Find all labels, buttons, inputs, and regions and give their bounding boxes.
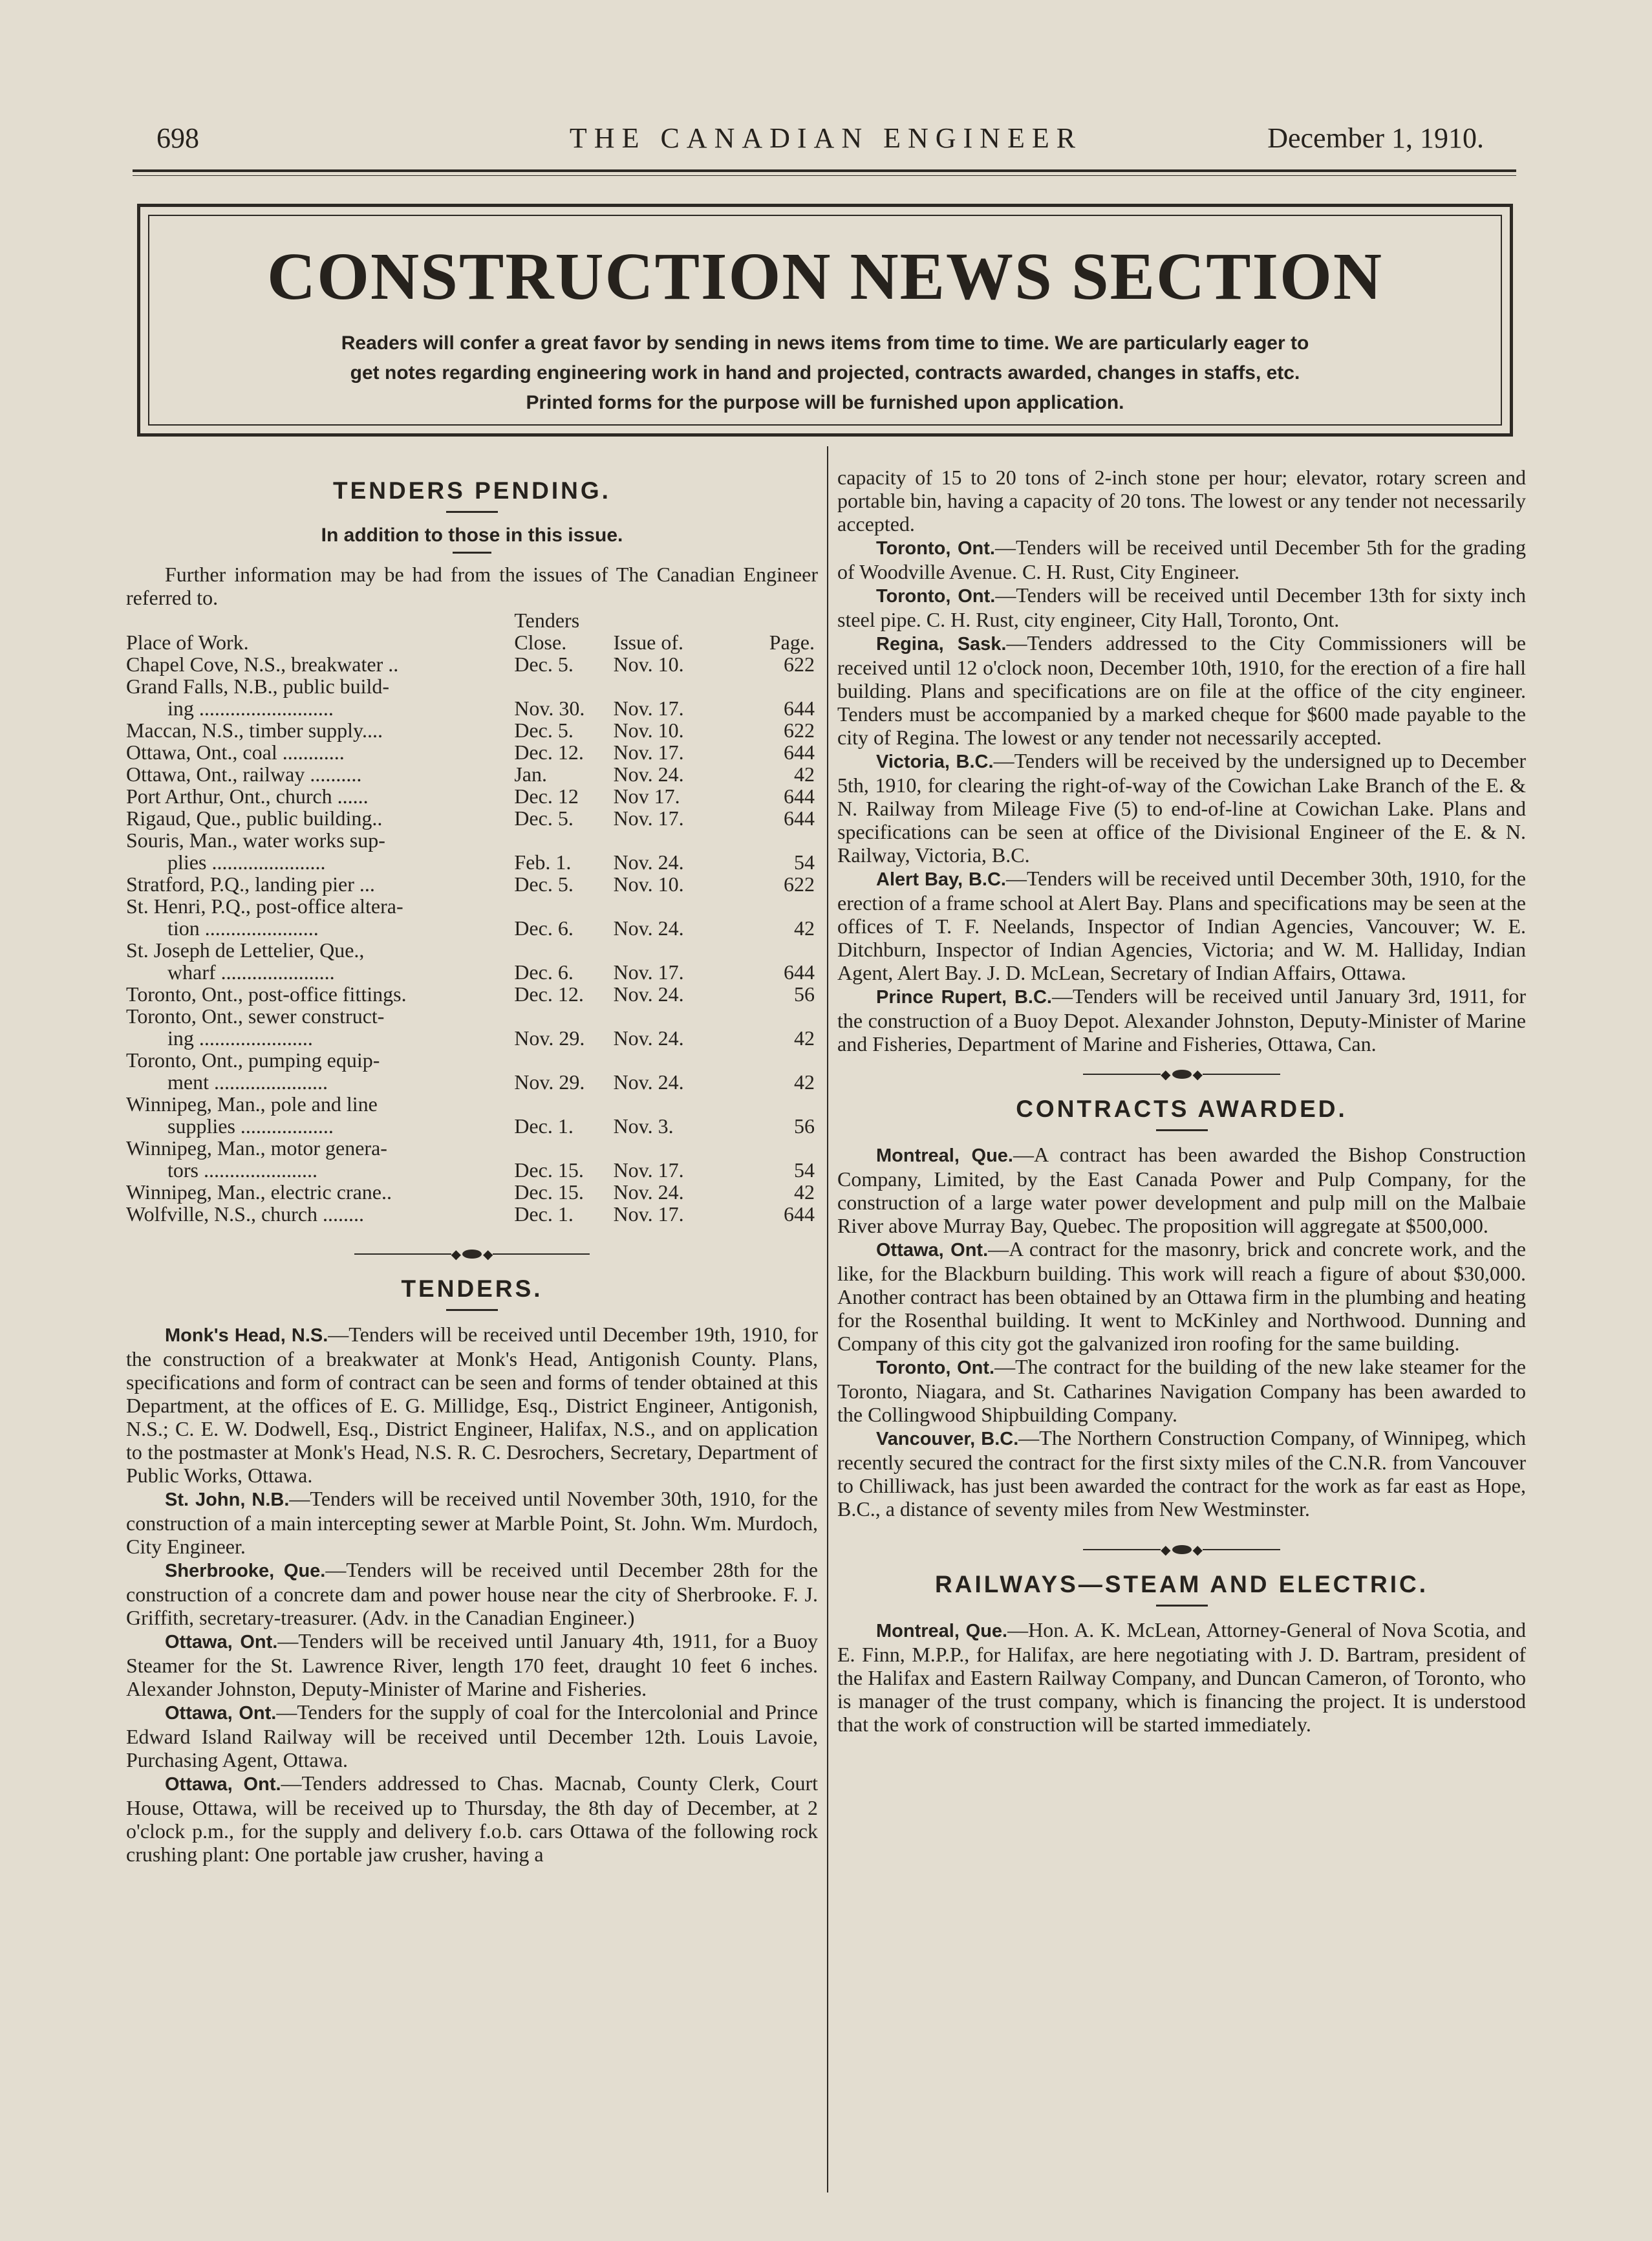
cell-page	[744, 829, 815, 851]
item-text: —Tenders will be received by the undersigned up to December 5th, 1910, for clearing the right-of-way of the Cowichan Lake Branch of the E. & N. Railway from Mileage Five (5) to end-of-line at Cowichan Lake. Plans and specifications can be seen at office of the Divisional Engineer of the E. & N. Railway, Victoria, B.C.	[837, 749, 1526, 867]
page-number: 698	[156, 122, 199, 154]
tenders-list	[126, 1323, 818, 1866]
news-item	[126, 1558, 818, 1629]
cell-page: 644	[784, 960, 815, 984]
cell-page: 644	[784, 807, 815, 830]
section-ornament: ◆ ◆	[837, 1537, 1526, 1559]
table-row	[126, 1027, 815, 1049]
cell-close: Dec. 15.	[514, 1158, 584, 1182]
item-text: —Tenders for the supply of coal for the Intercolonial and Prince Edward Island Railway will be received until December 12th. Louis Lavoie, Purchasing Agent, Ottawa.	[126, 1700, 819, 1771]
item-text: —Tenders will be received until December 19th, 1910, for the construction of a breakwater at Monk's Head, Antigonish County. Plans, specifications and form of contract can be seen and forms of tender obtained at this Department, at the offices of E. G. Millidge, Esq., District Engineer, Antigonish, N.S.; C. E. W. Dodwell, Esq., District Engineer, Halifax, N.S., and on application to the postmaster at Monk's Head, N.S. R. C. Desrochers, Secretary, Department of Public Works, Ottawa.	[126, 1323, 818, 1487]
news-item	[837, 984, 1526, 1056]
cell-close: Nov. 30.	[514, 697, 585, 720]
cell-close: Dec. 15.	[514, 1180, 584, 1204]
cell-place: Stratford, P.Q., landing pier ...	[126, 872, 375, 896]
news-item	[837, 867, 1526, 984]
cell-page: 42	[794, 1026, 815, 1050]
item-text: —Tenders will be received until January 3rd, 1911, for the construction of a Buoy Depot. Alexander Johnston, Deputy-Minister of Marine and Fisheries, Department of Marine and Fisheries, Ottawa, Can.	[837, 984, 1527, 1056]
cell-issue	[595, 1137, 745, 1159]
railways-heading-rule	[1156, 1605, 1208, 1607]
table-row	[126, 851, 815, 873]
cell-page: 54	[794, 1158, 815, 1182]
contracts-heading: CONTRACTS AWARDED.	[1016, 1096, 1347, 1122]
table-row	[126, 983, 815, 1005]
section-ornament: ◆ ◆	[837, 1062, 1526, 1084]
cell-page: 42	[794, 916, 815, 940]
tenders-pending-rows	[126, 653, 815, 1225]
cell-issue: Nov. 17.	[613, 1158, 684, 1182]
news-item	[126, 1629, 818, 1700]
cell-place: Winnipeg, Man., electric crane..	[126, 1180, 392, 1204]
tenders-heading-rule	[446, 1309, 498, 1311]
item-location: Toronto, Ont.	[876, 586, 996, 607]
news-item	[837, 1355, 1526, 1426]
cell-close: Nov. 29.	[514, 1070, 585, 1094]
cell-page: 644	[784, 785, 815, 808]
item-location: St. John, N.B.	[165, 1489, 290, 1510]
cell-issue: Nov. 3.	[613, 1114, 674, 1138]
cell-page: 622	[784, 719, 815, 742]
cell-page	[744, 1049, 815, 1071]
cell-place: Toronto, Ont., post-office fittings.	[126, 982, 407, 1006]
cell-close	[514, 1049, 595, 1071]
cell-issue	[595, 1049, 745, 1071]
table-row	[126, 719, 815, 741]
banner-line-1: Readers will confer a great favor by sending in news items from time to time. We are particularly eager to	[341, 332, 1309, 354]
cell-close: Dec. 6.	[514, 960, 574, 984]
cell-close: Dec. 5.	[514, 653, 574, 676]
cell-issue: Nov. 10.	[613, 719, 684, 742]
item-text: —Tenders will be received until December 28th for the construction of a concrete dam and power house near the city of Sherbrooke. F. J. Griffith, secretary-treasurer. (Adv. in the Canadian Engineer.)	[126, 1558, 818, 1629]
cell-close	[514, 829, 595, 851]
right-column	[837, 466, 1526, 1736]
news-item	[837, 1237, 1526, 1355]
item-text: —Tenders will be received until December 13th for sixty inch steel pipe. C. H. Rust, city engineer, City Hall, Toronto, Ont.	[837, 583, 1527, 631]
cell-close: Dec. 12.	[514, 982, 584, 1006]
cell-place: Port Arthur, Ont., church ......	[126, 785, 369, 808]
cell-page: 644	[784, 741, 815, 764]
cell-close: Feb. 1.	[514, 850, 572, 874]
cell-issue: Nov. 24.	[613, 982, 684, 1006]
col-header-page: Page.	[769, 631, 815, 654]
cell-place: wharf ......................	[167, 960, 335, 984]
table-row	[126, 961, 815, 983]
tenders-pending-table	[126, 609, 815, 1225]
cell-close	[514, 895, 595, 917]
table-row	[126, 917, 815, 939]
news-item	[837, 1143, 1526, 1237]
cell-close: Dec. 1.	[514, 1202, 574, 1226]
contracts-list	[837, 1143, 1526, 1521]
table-row	[126, 697, 815, 719]
table-row	[126, 1181, 815, 1203]
cell-place: plies ......................	[167, 850, 326, 874]
table-row	[126, 939, 815, 961]
item-text: —The Northern Construction Company, of Winnipeg, which recently secured the contract for the first sixty miles of the C.N.R. from Vancouver to Chilliwack, has just been awarded the contract for the work as far east as Hope, B.C., a distance of seventy miles from New Westminster.	[837, 1426, 1526, 1521]
table-row	[126, 653, 815, 675]
table-row	[126, 1137, 815, 1159]
cell-place: St. Joseph de Lettelier, Que.,	[126, 938, 365, 962]
cell-issue: Nov. 24.	[613, 916, 684, 940]
cell-place: tion ......................	[167, 916, 319, 940]
cell-close	[514, 939, 595, 961]
table-row	[126, 1203, 815, 1225]
cell-page: 622	[784, 653, 815, 676]
cell-close	[514, 1093, 595, 1115]
cell-close	[514, 1137, 595, 1159]
news-item	[126, 1323, 818, 1487]
item-location: Ottawa, Ont.	[876, 1240, 989, 1261]
cell-place: Souris, Man., water works sup-	[126, 828, 385, 852]
col-header-place: Place of Work.	[126, 631, 249, 654]
cell-place: St. Henri, P.Q., post-office altera-	[126, 894, 403, 918]
cell-issue	[595, 675, 745, 697]
tenders-pending-heading: TENDERS PENDING.	[333, 477, 611, 504]
col-header-tenders: Tenders	[514, 609, 580, 632]
item-text: —Tenders will be received until December 30th, 1910, for the erection of a frame school at Alert Bay. Plans and specifications may be seen at the offices of T. F. Neelands, Inspector of Indian Agencies, Vancouver; W. E. Ditchburn, Inspector of Indian Agencies, Victoria; and W. M. Halliday, Indian Agent, Alert Bay. J. D. McLean, Secretary of Indian Affairs, Ottawa.	[837, 867, 1527, 984]
item-text: —A contract has been awarded the Bishop Construction Company, Limited, by the East Canada Power and Pulp Company, for the construction of a large water power development and pulp mill on the Malbaie River above Murray Bay, Quebec. The proposition will aggregate at $500,000.	[837, 1143, 1526, 1237]
cell-issue: Nov. 10.	[613, 872, 684, 896]
cell-close	[514, 675, 595, 697]
table-row	[126, 1159, 815, 1181]
cell-page: 622	[784, 872, 815, 896]
table-row	[126, 763, 815, 785]
cell-issue	[595, 829, 745, 851]
cell-issue	[595, 1005, 745, 1027]
cell-issue: Nov. 24.	[613, 850, 684, 874]
news-item	[837, 536, 1526, 583]
cell-page	[744, 895, 815, 917]
cell-place: ment ......................	[167, 1070, 328, 1094]
cell-place: Wolfville, N.S., church ........	[126, 1202, 365, 1226]
item-location: Alert Bay, B.C.	[876, 869, 1006, 890]
cell-issue: Nov. 24.	[613, 1070, 684, 1094]
item-text: —Tenders addressed to the City Commissioners will be received until 12 o'clock noon, December 10th, 1910, for the erection of a fire hall building. Plans and specifications are on file at the office of the city engineer. Tenders must be accompanied by a marked cheque for $600 made payable to the city of Regina. The lowest or any tender not necessarily accepted.	[837, 631, 1526, 749]
news-item	[837, 1426, 1526, 1521]
cell-place: tors ......................	[167, 1158, 317, 1182]
table-row	[126, 785, 815, 807]
cell-place: ing ..........................	[167, 697, 334, 720]
cell-issue: Nov. 17.	[613, 807, 684, 830]
cell-place: Winnipeg, Man., pole and line	[126, 1092, 378, 1116]
item-location: Montreal, Que.	[876, 1621, 1008, 1641]
item-text: —A contract for the masonry, brick and concrete work, and the like, for the Blackburn building. This work will reach a figure of about $30,000. Another contract has been obtained by an Ottawa firm in the plumbing and heating for the Rosenthal building. It went to McKinley and Northwood. Dunning and Company of this city got the galvanized iron roofing for the same building.	[837, 1237, 1527, 1355]
item-location: Sherbrooke, Que.	[165, 1561, 326, 1581]
cell-issue: Nov. 17.	[613, 741, 684, 764]
journal-title: THE CANADIAN ENGINEER	[569, 122, 1083, 154]
cell-page	[744, 1093, 815, 1115]
cell-issue	[595, 939, 745, 961]
table-row	[126, 829, 815, 851]
news-item	[837, 631, 1526, 749]
issue-date: December 1, 1910.	[1267, 122, 1484, 154]
item-location: Toronto, Ont.	[876, 538, 995, 559]
item-text: —Tenders addressed to Chas. Macnab, County Clerk, Court House, Ottawa, will be received up to Thursday, the 8th day of December, at 2 o'clock p.m., for the supply and delivery f.o.b. cars Ottawa of the following rock crushing plant: One portable jaw crusher, having a	[126, 1771, 818, 1866]
table-row	[126, 1093, 815, 1115]
right-tenders-list	[837, 536, 1526, 1056]
tenders-pending-subheading: In addition to those in this issue.	[321, 525, 623, 546]
cell-place: Winnipeg, Man., motor genera-	[126, 1136, 387, 1160]
cell-place: Toronto, Ont., pumping equip-	[126, 1048, 380, 1072]
item-location: Monk's Head, N.S.	[165, 1325, 328, 1346]
table-row	[126, 873, 815, 895]
contracts-heading-rule	[1156, 1129, 1208, 1131]
banner-notice	[179, 329, 1471, 418]
news-item	[126, 1771, 818, 1866]
cell-page	[744, 1005, 815, 1027]
cell-page: 54	[794, 850, 815, 874]
cell-place: Toronto, Ont., sewer construct-	[126, 1004, 385, 1028]
banner-line-3: Printed forms for the purpose will be furnished upon application.	[526, 392, 1124, 413]
cell-issue: Nov. 17.	[613, 697, 684, 720]
item-text: —The contract for the building of the new lake steamer for the Toronto, Niagara, and St. Catharines Navigation Company has been awarded to the Collingwood Shipbuilding Company.	[837, 1355, 1527, 1426]
tenders-pending-intro: Further information may be had from the issues of The Canadian Engineer referred to.	[126, 563, 818, 609]
cell-page: 42	[794, 763, 815, 786]
column-divider	[827, 446, 828, 2192]
cell-issue: Nov. 24.	[613, 1180, 684, 1204]
tenders-heading: TENDERS.	[401, 1275, 543, 1302]
heading-rule	[446, 511, 498, 513]
cell-place: Maccan, N.S., timber supply....	[126, 719, 383, 742]
banner-line-2: get notes regarding engineering work in hand and projected, contracts awarded, changes in staffs, etc.	[350, 362, 1300, 384]
cell-issue: Nov. 24.	[613, 763, 684, 786]
cell-place: Ottawa, Ont., railway ..........	[126, 763, 362, 786]
item-text: —Tenders will be received until November 30th, 1910, for the construction of a main intercepting sewer at Marble Point, St. John. Wm. Murdoch, City Engineer.	[126, 1487, 819, 1558]
railways-list	[837, 1618, 1526, 1736]
cell-issue	[595, 895, 745, 917]
cell-place: Rigaud, Que., public building..	[126, 807, 383, 830]
cell-close: Dec. 5.	[514, 872, 574, 896]
cell-close	[514, 1005, 595, 1027]
header-rule	[133, 169, 1516, 176]
cell-page: 56	[794, 1114, 815, 1138]
item-location: Ottawa, Ont.	[165, 1632, 278, 1652]
cell-issue: Nov. 24.	[613, 1026, 684, 1050]
cell-close: Dec. 1.	[514, 1114, 574, 1138]
cell-issue: Nov 17.	[613, 785, 680, 808]
cell-page: 56	[794, 982, 815, 1006]
item-location: Prince Rupert, B.C.	[876, 987, 1052, 1008]
cell-place: supplies ..................	[167, 1114, 334, 1138]
running-header	[129, 122, 1523, 160]
item-location: Victoria, B.C.	[876, 752, 994, 772]
item-location: Montreal, Que.	[876, 1145, 1013, 1166]
cell-issue	[595, 1093, 745, 1115]
item-location: Ottawa, Ont.	[165, 1774, 281, 1795]
table-row	[126, 1071, 815, 1093]
news-item	[126, 1700, 818, 1771]
cell-close: Dec. 5.	[514, 807, 574, 830]
cell-close: Dec. 5.	[514, 719, 574, 742]
cell-place: Grand Falls, N.B., public build-	[126, 675, 390, 698]
news-item	[837, 583, 1526, 631]
news-item	[837, 749, 1526, 867]
cell-page	[744, 675, 815, 697]
item-location: Ottawa, Ont.	[165, 1703, 277, 1724]
cell-page: 644	[784, 697, 815, 720]
cell-close: Dec. 12.	[514, 741, 584, 764]
table-row	[126, 1005, 815, 1027]
cell-page: 644	[784, 1202, 815, 1226]
news-item	[126, 1487, 818, 1558]
item-text: —Hon. A. K. McLean, Attorney-General of Nova Scotia, and E. Finn, M.P.P., for Halifax, are here negotiating with J. D. Bartram, president of the Halifax and Eastern Railway Company, and Duncan Cameron, of Toronto, who is manager of the trust company, which is financing the project. It is understood that the work of construction will be started immediately.	[837, 1618, 1526, 1736]
table-row	[126, 895, 815, 917]
railways-heading: RAILWAYS—STEAM AND ELECTRIC.	[935, 1571, 1428, 1597]
section-banner	[137, 204, 1513, 437]
table-row	[126, 807, 815, 829]
cell-issue: Nov. 10.	[613, 653, 684, 676]
col-header-issue: Issue of.	[613, 631, 683, 654]
cell-page: 42	[794, 1180, 815, 1204]
cell-close: Nov. 29.	[514, 1026, 585, 1050]
cell-issue: Nov. 17.	[613, 1202, 684, 1226]
col-header-close: Close.	[514, 631, 567, 654]
cell-place: Chapel Cove, N.S., breakwater ..	[126, 653, 399, 676]
cell-issue: Nov. 17.	[613, 960, 684, 984]
item-text: —Tenders will be received until December 5th for the grading of Woodville Avenue. C. H. Rust, City Engineer.	[837, 536, 1526, 583]
cell-page: 42	[794, 1070, 815, 1094]
item-location: Toronto, Ont.	[876, 1358, 995, 1378]
item-location: Regina, Sask.	[876, 634, 1007, 655]
subheading-rule	[453, 552, 491, 554]
cell-close: Jan.	[514, 763, 547, 786]
cell-place: Ottawa, Ont., coal ............	[126, 741, 345, 764]
item-text: —Tenders will be received until January 4th, 1911, for a Buoy Steamer for the St. Lawrence River, length 170 feet, draught 10 feet 6 inches. Alexander Johnston, Deputy-Minister of Marine and Fisheries.	[126, 1629, 818, 1700]
section-ornament: ◆ ◆	[126, 1242, 818, 1264]
table-row	[126, 1115, 815, 1137]
banner-title: CONSTRUCTION NEWS SECTION	[267, 239, 1383, 314]
cell-close: Dec. 6.	[514, 916, 574, 940]
item-location: Vancouver, B.C.	[876, 1429, 1019, 1449]
tender-continuation: capacity of 15 to 20 tons of 2-inch stone per hour; elevator, rotary screen and portable bin, having a capacity of 20 tons. The lowest or any tender not necessarily accepted.	[837, 466, 1526, 536]
cell-place: ing ......................	[167, 1026, 313, 1050]
table-row	[126, 675, 815, 697]
table-row	[126, 1049, 815, 1071]
table-row	[126, 741, 815, 763]
cell-page	[744, 939, 815, 961]
cell-close: Dec. 12	[514, 785, 579, 808]
news-item	[837, 1618, 1526, 1736]
left-column	[126, 466, 818, 1866]
cell-page	[744, 1137, 815, 1159]
